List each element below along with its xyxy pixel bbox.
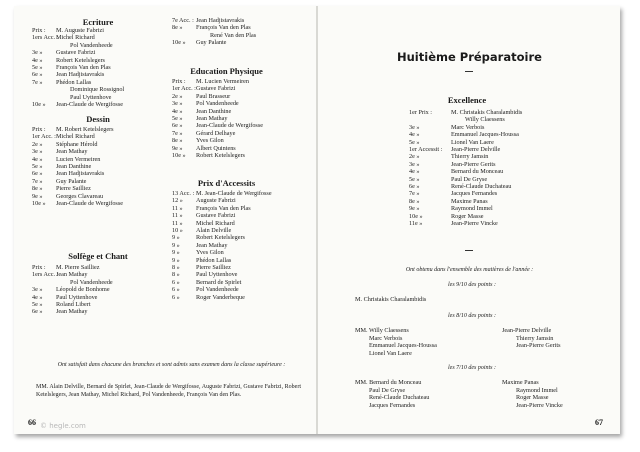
rank-label: 5e » [409,138,420,146]
rank-label: 7e » [32,78,43,86]
student-name: Pol Vandenheede [196,100,239,108]
rank-label: 2e » [409,153,420,161]
student-name: Léopold de Bonhome [56,286,110,294]
list-item [409,190,497,197]
list-item [32,27,104,34]
list-item [409,153,488,160]
rank-label: Prix : [32,27,46,34]
student-name: Maxime Panas [451,197,488,205]
rank-label: 9 » [172,256,180,264]
rank-label: 7e » [172,129,183,137]
student-name: Thierry Jamsin [451,153,489,161]
rank-label: 1er Prix : [409,109,433,116]
student-name: M. Pierre Sailliez [56,264,100,271]
rank-label: 7e » [32,177,43,185]
student-name: Jean-Pierre Delville [451,146,501,153]
student-name: Michel Richard [56,34,95,42]
list-item [172,32,256,39]
student-name: Jacques Fernandes [369,401,416,409]
rank-label: 3e » [32,148,43,156]
student-name: Jean Mathay [196,115,228,122]
student-name: Gustave Fabrizi [196,212,236,220]
list-item [32,34,95,41]
list-item [32,148,87,155]
list-item [172,115,227,122]
list-item [172,249,224,256]
student-name: Jean Mathay [56,271,88,279]
student-name: Pierre Sailliez [56,185,91,193]
student-name: Jean Hadjistavrakis [196,17,245,24]
rank-label: 11e » [409,220,423,227]
list-item [32,42,113,49]
student-name: M. Lucien Vermeiren [196,78,249,85]
student-name: Jean Mathay [56,148,88,156]
rank-label: 10e » [172,39,186,47]
rank-label: 7e » [409,190,420,198]
rank-label: 8e » [32,185,43,193]
rank-label: 4e » [32,56,43,64]
student-name: Jean-Pierre Gerits [451,160,496,168]
student-name: Roger Vanderbeque [196,293,245,301]
page-number-left: 66 [28,418,36,427]
student-name: Emmanuel Jacques-Houssa [451,131,519,139]
student-name: Pol Vandenheede [70,41,113,49]
list-item [172,234,245,241]
rank-label: 6 » [172,278,180,286]
watermark: © hegle.com [40,422,86,430]
list-item [172,242,227,249]
student-name: MM. Bernard du Monceau [355,379,422,386]
student-name: Auguste Fabrizi [196,197,236,205]
student-name: Gérard Delhaye [196,129,236,137]
obtained-intro: Ont obtenu dans l'ensemble des matières de l'année : [405,267,534,273]
list-item [172,197,236,204]
list-item [32,170,104,177]
student-name: Gustave Fabrizi [56,49,96,57]
rank-label: 6 » [172,293,180,301]
list-item [172,122,263,129]
rank-label: 4e » [32,155,43,163]
list-item [172,152,245,159]
list-item [409,109,522,116]
student-name: Paul Uyttenhove [56,293,98,301]
student-name: Roger Masse [451,212,484,220]
student-name: Stéphane Hérold [56,140,98,148]
list-item [172,137,224,144]
rank-label: 4e » [32,293,43,301]
student-name: Maxime Panas [502,379,539,386]
list-item [32,178,86,185]
list-item [32,64,111,71]
student-name: Marc Verbois [369,334,403,342]
student-name: M. Christakis Charalambidis [355,296,427,303]
admission-paragraph: MM. Alain Delville, Bernard de Spirlet, Jean-Claude de Wergifosse, Auguste Fabrizi, Gustave Fabrizi, Robert Ketelslegers, Jean Mathay, Michel Richard, Pol Vandenheede, François Van den Plas. [36,384,301,399]
rank-label: 10e » [32,101,46,108]
student-name: Jacques Fernandes [451,190,498,198]
student-name: Marc Verbois [451,123,485,131]
right-page [317,6,620,434]
rank-label: 6 » [172,286,180,294]
student-name: Jean Mathay [56,308,88,316]
student-name: Paul Uyttenhove [196,271,238,279]
rank-label: 1ers Acc. : [32,34,59,42]
student-name: Pol Vandenheede [70,278,113,286]
rank-label: 5e » [32,163,43,170]
student-name: MM. Willy Claessens [355,327,409,334]
list-item [172,264,231,271]
list-item [409,198,488,205]
student-name: Willy Claessens [465,116,505,124]
rank-label: Prix : [172,78,186,85]
list-item [172,212,235,219]
rank-label: 5e » [32,64,43,71]
rank-label: 8 » [172,264,180,271]
list-item [409,176,487,183]
list-item [409,220,498,227]
list-item [409,213,483,220]
list-item [32,193,103,200]
student-name: Roger Masse [516,394,549,402]
student-name: Yves Gilon [196,137,224,145]
list-item [172,78,249,85]
student-name: Phédon Lallas [196,256,232,264]
student-name: M. Christakis Charalambidis [451,109,523,116]
student-name: Jean-Claude de Wergifosse [56,101,123,108]
list-item [172,130,235,137]
section-title-dessin: Dessin [86,114,110,124]
group-label-9-10: les 9/10 des points : [448,282,496,288]
rank-label: 12 » [172,197,183,205]
student-name: Lionel Van Laere [451,138,494,146]
rank-label: 5e » [409,175,420,183]
list-item [32,271,87,278]
rank-label: 9e » [32,192,43,200]
student-name: René-Claude Duchateau [451,183,512,190]
rank-label: 3e » [172,100,183,108]
student-name: Jean-Pierre Delville [502,327,552,334]
student-name: René Van den Plas [210,31,257,39]
rank-label: 10e » [409,212,423,220]
list-item [172,39,226,46]
rank-label: 9 » [172,234,180,242]
list-item [172,257,231,264]
list-item [172,85,235,92]
rank-label: 4e » [409,168,420,176]
student-name: Pierre Sailliez [196,264,231,271]
student-name: Jean Danthine [196,107,232,115]
list-item [32,286,110,293]
section-title-ecriture: Ecriture [82,17,114,27]
student-name: Raymond Immel [451,205,493,213]
student-name: Yves Gilon [196,249,224,257]
page-title: Huitième Préparatoire [397,50,542,64]
rank-label: 5e » [32,301,43,308]
rank-label: 8e » [172,24,183,32]
section-title-prix-accessits: Prix d'Accessits [197,178,256,188]
rank-label: 7e Acc. : [172,17,194,24]
list-item [32,71,104,78]
student-name: Roland Libert [56,301,91,308]
list-item [32,185,91,192]
list-item [32,86,124,93]
student-name: Jean-Claude de Wergifosse [196,122,263,130]
rank-label: 3e » [409,160,420,168]
rank-label: 3e » [32,286,43,294]
student-name: Bernard de Spirlet [196,278,242,286]
student-name: Paul Brasseur [196,92,231,100]
rank-label: 8e » [172,137,183,145]
student-name: Lucien Vermeiren [56,155,101,163]
student-name: Paul Uyttenhove [70,93,112,101]
section-title-excellence: Excellence [447,95,487,105]
rank-label: 8 » [172,271,180,279]
student-name: Emmanuel Jacques-Houssa [369,342,437,350]
rank-label: 10e » [32,200,46,207]
student-name: Jean-Pierre Vincke [516,401,563,409]
list-item [409,116,505,123]
student-name: Guy Palante [56,177,87,185]
student-name: Jean-Pierre Vincke [451,220,498,227]
student-name: M. Jean-Claude de Wergifosse [196,190,272,197]
group-label-7-10: les 7/10 des points : [448,365,496,371]
section-title-education-physique: Education Physique [190,66,263,76]
page-number-right: 67 [595,418,603,427]
rank-label: 6e » [172,122,183,130]
rank-label: 1ers Acc. : [32,271,59,279]
list-item [172,17,244,24]
list-item [172,100,239,107]
list-item [32,49,95,56]
list-item [32,200,123,207]
student-name: Georges Clavareau [56,192,104,200]
rank-label: 6e » [32,170,43,178]
list-item [172,190,272,197]
list-item [172,205,251,212]
student-name: Jean Hadjistavrakis [56,170,105,178]
student-name: François Van den Plas [196,204,251,212]
rank-label: 11 » [172,204,183,212]
student-name: Jean Danthine [56,163,92,170]
rank-label: 9e » [172,144,183,152]
rank-label: 6e » [32,71,43,79]
student-name: M. Auguste Fabrizi [56,27,104,34]
student-name: Paul De Gryse [369,386,406,394]
rank-label: 13 Acc. : [172,190,195,197]
student-name: Jean Hadjistavrakis [56,71,105,79]
student-name: François Van den Plas [56,64,111,71]
student-name: René-Claude Duchateau [369,394,430,402]
list-item [32,126,114,133]
list-item [409,205,493,212]
list-item [32,279,113,286]
student-name: François Van den Plas [196,24,251,32]
list-item [32,264,99,271]
list-item [409,131,519,138]
list-item [409,139,494,146]
rank-label: 1er Acc. : [32,133,56,141]
list-item [32,94,111,101]
student-name: Raymond Immel [516,386,558,394]
student-name: Dominique Rossignol [70,86,125,94]
title-divider [465,71,473,72]
list-item [32,294,97,301]
student-name: Jean-Claude de Wergifosse [56,200,123,207]
list-item [409,168,503,175]
student-name: Robert Ketelslegers [196,152,245,159]
rank-label: 6e » [32,308,43,316]
student-name: Michel Richard [196,219,235,227]
student-name: Jean-Pierre Gerits [516,342,561,350]
rank-label: Prix : [32,264,46,271]
student-name: Pol Vandenheede [196,286,239,294]
rank-label: 6e » [409,183,420,190]
list-item [172,24,251,31]
student-name: Robert Ketelslegers [56,56,105,64]
list-item [32,57,105,64]
student-name: Alain Delville [196,227,232,234]
rank-label: 3e » [409,123,420,131]
rank-label: 10e » [172,152,186,159]
rank-label: 4e » [172,107,183,115]
list-item [172,286,239,293]
list-item [172,145,236,152]
rank-label: 3e » [32,49,43,57]
section-title-solfege: Solfège et Chant [68,251,128,261]
left-page [14,6,317,434]
list-item [172,220,235,227]
rank-label: 2e » [172,92,183,100]
admission-note: Ont satisfait dans chacune des branches et sont admis sans examen dans la classe supérieure : [57,362,286,368]
list-item [32,163,91,170]
list-item [32,308,87,315]
rank-label: 5e » [172,115,183,122]
student-name: Guy Palante [196,39,227,47]
list-item [172,294,245,301]
rank-label: Prix : [32,126,46,133]
list-item [172,271,237,278]
student-name: Paul De Gryse [451,175,488,183]
student-name: Phédon Lallas [56,78,92,86]
student-name: Lionel Van Laere [369,349,412,357]
list-item [32,101,123,108]
rank-label: 9 » [172,241,180,249]
list-item [409,146,500,153]
rank-label: 8e » [409,197,420,205]
list-item [409,124,484,131]
list-item [409,183,511,190]
student-name: Albert Quintens [196,144,236,152]
list-item [172,108,231,115]
group-label-8-10: les 8/10 des points : [448,313,496,319]
rank-label: 9 » [172,249,180,257]
list-item [32,141,97,148]
student-name: Gustave Fabrizi [196,85,236,93]
rank-label: 4e » [409,131,420,139]
list-item [32,301,91,308]
book-spread [14,6,620,434]
divider-1 [465,250,473,251]
student-name: Michel Richard [56,133,95,141]
student-name: Jean Mathay [196,241,228,249]
rank-label: 10 » [172,227,183,234]
rank-label: 1er Acc. : [172,85,196,93]
rank-label: 11 » [172,219,183,227]
rank-label: 11 » [172,212,183,220]
rank-label: 9e » [409,205,420,213]
student-name: Thierry Jamsin [516,334,554,342]
list-item [409,161,496,168]
list-item [32,156,100,163]
list-item [172,279,241,286]
rank-label: 1er Accessit : [409,146,443,153]
list-item [32,133,95,140]
student-name: Bernard du Monceau [451,168,504,176]
list-item [32,79,91,86]
list-item [172,93,230,100]
rank-label: 2e » [32,140,43,148]
student-name: M. Robert Ketelslegers [56,126,114,133]
student-name: Robert Ketelslegers [196,234,245,242]
list-item [172,227,231,234]
